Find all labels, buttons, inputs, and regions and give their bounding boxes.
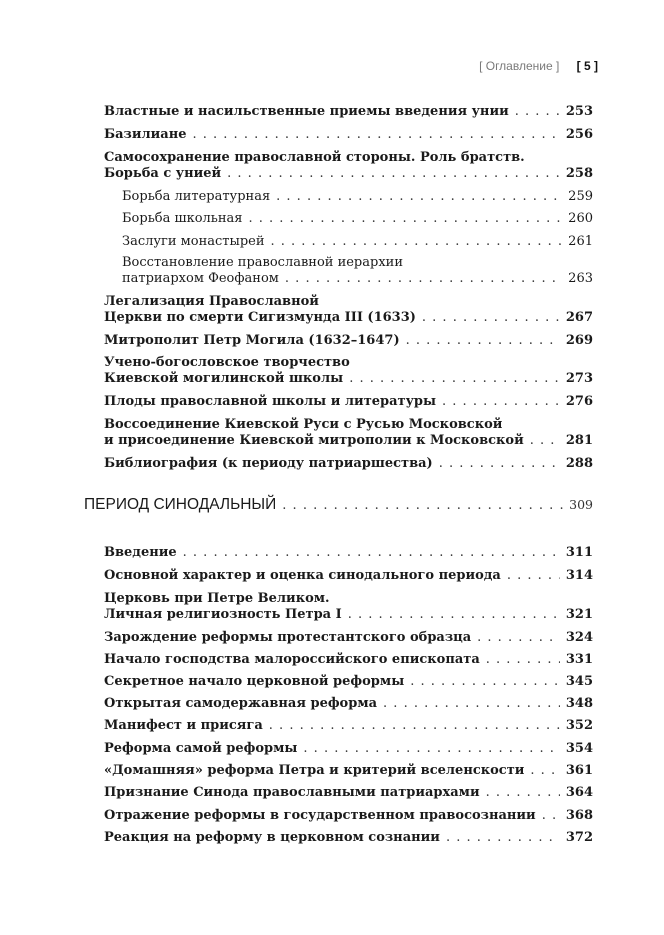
- toc-entry-page-number: 263: [568, 271, 593, 286]
- leader-dots: [486, 652, 560, 668]
- toc-entry-title: Властные и насильственные приемы введения унии: [104, 104, 509, 119]
- toc-entry-line: [104, 166, 593, 182]
- toc-entry-line: [104, 607, 593, 623]
- leader-dots: [530, 763, 559, 779]
- leader-dots: [542, 808, 560, 824]
- toc-entry-title: Личная религиозность Петра I: [104, 607, 342, 622]
- toc-entry[interactable]: [104, 545, 593, 561]
- toc-entry-title: Воссоединение Киевской Руси с Русью Московской: [104, 417, 503, 432]
- toc-entry-title: Реакция на реформу в церковном сознании: [104, 830, 440, 845]
- toc-entry-title: Восстановление православной иерархии: [122, 255, 403, 270]
- toc-entry-line: [104, 718, 593, 734]
- toc-entry-page-number: 276: [565, 394, 593, 409]
- toc-entry-line: [104, 355, 593, 371]
- toc-entry[interactable]: [104, 830, 593, 846]
- toc-entry-page-number: 354: [565, 741, 593, 756]
- toc-entry[interactable]: [104, 150, 593, 182]
- leader-dots: [271, 234, 563, 250]
- toc-entry[interactable]: [122, 255, 593, 287]
- toc-entry-line: [122, 271, 593, 287]
- toc-entry-line: [104, 294, 593, 310]
- toc-entry[interactable]: [104, 785, 593, 801]
- leader-dots: [406, 333, 560, 349]
- toc-entry-title: Плоды православной школы и литературы: [104, 394, 437, 409]
- toc-entry-page-number: 253: [565, 104, 593, 119]
- toc-entry[interactable]: [104, 763, 593, 779]
- leader-dots: [530, 433, 560, 449]
- toc-entry-page-number: 348: [565, 696, 593, 711]
- leader-dots: [285, 271, 562, 287]
- toc-entry-title: Признание Синода православными патриархами: [104, 785, 480, 800]
- leader-dots: [183, 545, 560, 561]
- toc-entry-line: [104, 741, 593, 757]
- toc-entry[interactable]: [104, 417, 593, 449]
- toc-entry[interactable]: [104, 394, 593, 410]
- toc-entry[interactable]: [122, 189, 593, 205]
- toc-entry-line: [122, 234, 593, 250]
- toc-entry-page-number: 372: [565, 830, 593, 845]
- toc-entry-title: Заслуги монастырей: [122, 234, 265, 249]
- toc-entry-page-number: 288: [565, 456, 593, 471]
- toc-entry-title: патриархом Феофаном: [122, 271, 279, 286]
- toc-entry-line: [104, 371, 593, 387]
- toc-entry[interactable]: [104, 104, 593, 120]
- toc-entry[interactable]: [104, 718, 593, 734]
- toc-entry-page-number: 321: [565, 607, 593, 622]
- header-page-number: [ 5 ]: [576, 59, 598, 73]
- toc-entry-page-number: 364: [565, 785, 593, 800]
- leader-dots: [282, 497, 563, 515]
- section-page-number: 309: [569, 497, 593, 512]
- toc-entry-line: [122, 255, 593, 271]
- toc-entry-title: Церковь при Петре Великом.: [104, 591, 330, 606]
- toc-entry-title: Учено-богословское творчество: [104, 355, 350, 370]
- toc-entry[interactable]: [104, 630, 593, 646]
- toc-entry-line: [104, 652, 593, 668]
- toc-entry-line: [104, 545, 593, 561]
- toc-entry-line: [104, 808, 593, 824]
- toc-entry-page-number: 273: [565, 371, 593, 386]
- toc-entry[interactable]: [104, 652, 593, 668]
- toc-entry-line: [122, 189, 593, 205]
- toc-entry-title: Самосохранение православной стороны. Роль братств.: [104, 150, 525, 165]
- toc-entry-title: Борьба школьная: [122, 211, 243, 226]
- toc-entry-line: [104, 127, 593, 143]
- toc-entry-line: [104, 394, 593, 410]
- toc-entry-page-number: 345: [565, 674, 593, 689]
- leader-dots: [422, 310, 560, 326]
- toc-entry-page-number: 361: [565, 763, 593, 778]
- toc-entry-page-number: 311: [565, 545, 593, 560]
- header-label: [ Оглавление ]: [479, 59, 560, 73]
- toc-entry-title: Начало господства малороссийского епископата: [104, 652, 480, 667]
- leader-dots: [248, 211, 562, 227]
- toc-entry-line: [104, 310, 593, 326]
- toc-entry[interactable]: [104, 568, 593, 584]
- leader-dots: [446, 830, 560, 846]
- toc-entry-title: «Домашняя» реформа Петра и критерий вселенскости: [104, 763, 525, 778]
- toc-entry[interactable]: [104, 591, 593, 623]
- toc-entry-line: [104, 433, 593, 449]
- toc-entry-page-number: 267: [565, 310, 593, 325]
- leader-dots: [348, 607, 560, 623]
- running-header: [479, 59, 598, 73]
- toc-entry-title: Введение: [104, 545, 177, 560]
- toc-entry-line: [104, 696, 593, 712]
- toc-entry-title: Митрополит Петр Могила (1632–1647): [104, 333, 400, 348]
- leader-dots: [269, 718, 560, 734]
- toc-entry-page-number: 260: [568, 211, 593, 226]
- toc-entry-line: [104, 591, 593, 607]
- toc-entry-page-number: 258: [565, 166, 593, 181]
- toc-entry[interactable]: [104, 696, 593, 712]
- toc-entry[interactable]: [104, 456, 593, 472]
- toc-entry[interactable]: [104, 674, 593, 690]
- toc-section-heading: [84, 496, 593, 512]
- toc-entry-title: Борьба литературная: [122, 189, 271, 204]
- leader-dots: [515, 104, 560, 120]
- toc-entry-line: [104, 150, 593, 166]
- toc-entry[interactable]: [104, 741, 593, 757]
- toc-entry-page-number: 314: [565, 568, 593, 583]
- toc-entry-title: Киевской могилинской школы: [104, 371, 344, 386]
- toc-entry-title: Библиография (к периоду патриаршества): [104, 456, 433, 471]
- leader-dots: [303, 741, 559, 757]
- toc-entry-page-number: 331: [565, 652, 593, 667]
- toc-entry-page-number: 324: [565, 630, 593, 645]
- leader-dots: [410, 674, 560, 690]
- leader-dots: [349, 371, 560, 387]
- leader-dots: [227, 166, 560, 182]
- toc-entry-line: [104, 830, 593, 846]
- leader-dots: [507, 568, 560, 584]
- toc-entry-line: [104, 417, 593, 433]
- section-title: ПЕРИОД СИНОДАЛЬНЫЙ: [84, 496, 277, 513]
- toc-entry-title: Манифест и присяга: [104, 718, 263, 733]
- toc-entry-line: [104, 785, 593, 801]
- leader-dots: [276, 189, 562, 205]
- toc-entry-line: [104, 333, 593, 349]
- toc-entry-page-number: 259: [568, 189, 593, 204]
- toc-entry-line: [104, 456, 593, 472]
- toc-entry-title: Основной характер и оценка синодального периода: [104, 568, 501, 583]
- toc-entry-line: [104, 630, 593, 646]
- toc-entry-title: Церкви по смерти Сигизмунда III (1633): [104, 310, 416, 325]
- toc-entry-title: Секретное начало церковной реформы: [104, 674, 405, 689]
- toc-entry-page-number: 261: [568, 234, 593, 249]
- toc-entry-page-number: 281: [565, 433, 593, 448]
- leader-dots: [477, 630, 560, 646]
- toc-entry-title: Реформа самой реформы: [104, 741, 298, 756]
- toc-entry[interactable]: [104, 808, 593, 824]
- toc-entry[interactable]: [104, 294, 593, 326]
- toc-entry-line: [122, 211, 593, 227]
- toc-entry-line: [104, 674, 593, 690]
- toc-entry[interactable]: [104, 355, 593, 387]
- toc-entry-title: Открытая самодержавная реформа: [104, 696, 378, 711]
- leader-dots: [442, 394, 560, 410]
- toc-entry-page-number: 368: [565, 808, 593, 823]
- toc-entry-title: Борьба с унией: [104, 166, 222, 181]
- toc-entry-page-number: 269: [565, 333, 593, 348]
- leader-dots: [439, 456, 560, 472]
- leader-dots: [383, 696, 560, 712]
- toc-entry-line: [104, 763, 593, 779]
- toc-entry-page-number: 256: [565, 127, 593, 142]
- toc-entry[interactable]: [122, 234, 593, 250]
- toc-entry-title: Зарождение реформы протестантского образца: [104, 630, 472, 645]
- toc-entry-title: и присоединение Киевской митрополии к Московской: [104, 433, 524, 448]
- toc-entry-line: [104, 104, 593, 120]
- toc-entry-title: Отражение реформы в государственном правосознании: [104, 808, 536, 823]
- toc-entry[interactable]: [104, 127, 593, 143]
- toc-entry-line: [104, 568, 593, 584]
- toc-entry-title: Легализация Православной: [104, 294, 319, 309]
- toc-entry[interactable]: [122, 211, 593, 227]
- leader-dots: [486, 785, 560, 801]
- leader-dots: [193, 127, 560, 143]
- toc-entry-page-number: 352: [565, 718, 593, 733]
- toc-entry-title: Базилиане: [104, 127, 187, 142]
- toc-entry[interactable]: [104, 333, 593, 349]
